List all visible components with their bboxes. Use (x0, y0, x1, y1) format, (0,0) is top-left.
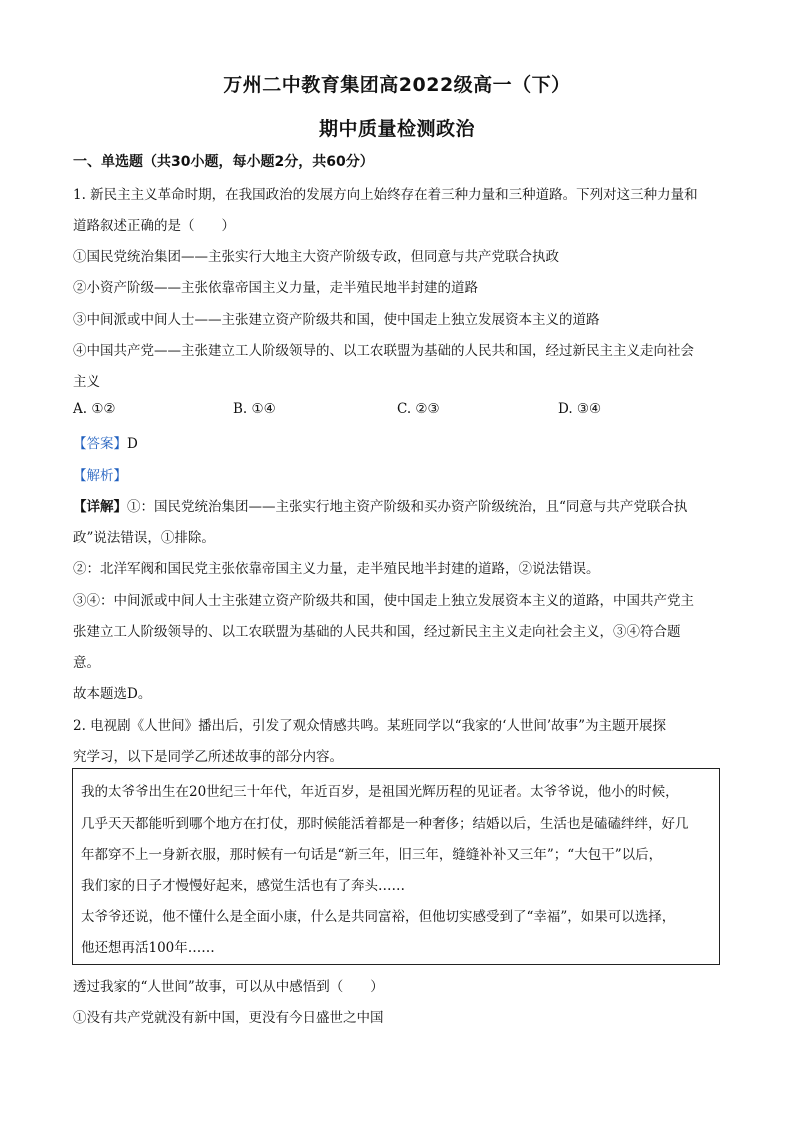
q1-detail-line5: 张建立工人阶级领导的、以工农联盟为基础的人民共和国，经过新民主主义走向社会主义，③④符合题 (73, 624, 681, 640)
q2-question: 透过我家的“人世间”故事，可以从中感悟到（ ） (73, 979, 384, 995)
q2-stem-line2: 究学习，以下是同学乙所述故事的部分内容。 (73, 749, 343, 765)
section-heading: 一、单选题（共30小题，每小题2分，共60分） (73, 154, 374, 170)
q1-stem-line1: 1. 新民主主义革命时期，在我国政治的发展方向上始终存在着三种力量和三种道路。下列对这三种力量和 (73, 187, 698, 203)
q1-option-b: B. ①④ (233, 401, 276, 417)
q1-option-d: D. ③④ (558, 401, 602, 417)
q1-detail-line1 (73, 495, 723, 515)
q1-item-2: ②小资产阶级——主张依靠帝国主义力量，走半殖民地半封建的道路 (73, 280, 478, 296)
q1-conclusion: 故本题选D。 (73, 686, 152, 702)
q1-answer (73, 432, 723, 452)
q1-stem-line2: 道路叙述正确的是（ ） (73, 218, 235, 234)
q1-detail-line6: 意。 (73, 655, 100, 671)
exam-title-line2: 期中质量检测政治 (318, 118, 475, 140)
q1-item-3: ③中间派或中间人士——主张建立资产阶级共和国，使中国走上独立发展资本主义的道路 (73, 312, 600, 328)
q1-item-4-cont: 主义 (73, 374, 100, 390)
q1-item-1: ①国民党统治集团——主张实行大地主大资产阶级专政，但同意与共产党联合执政 (73, 249, 559, 265)
q2-story-line1: 我的太爷爷出生在20世纪三十年代，年近百岁，是祖国光辉历程的见证者。太爷爷说，他小的时候， (81, 784, 679, 800)
q2-stem-line1: 2. 电视剧《人世间》播出后，引发了观众情感共鸣。某班同学以“我家的‘人世间’故事”为主题开展探 (73, 718, 667, 734)
answer-value: D (127, 436, 138, 452)
detail-tag: 【详解】 (73, 499, 127, 515)
q2-story-line6: 他还想再活100年…… (81, 940, 215, 956)
q1-detail-line3: ②：北洋军阀和国民党主张依靠帝国主义力量，走半殖民地半封建的道路，②说法错误。 (73, 561, 600, 577)
q1-detail-line4: ③④：中间派或中间人士主张建立资产阶级共和国，使中国走上独立发展资本主义的道路，中国共产党主 (73, 593, 694, 609)
q1-analysis (73, 464, 723, 484)
q2-item-1: ①没有共产党就没有新中国，更没有今日盛世之中国 (73, 1010, 384, 1026)
q1-detail-line2: 政”说法错误，①排除。 (73, 530, 215, 546)
exam-title-line1: 万州二中教育集团高2022级高一（下） (223, 74, 571, 96)
q1-option-a: A. ①② (73, 401, 116, 417)
q1-item-4: ④中国共产党——主张建立工人阶级领导的、以工农联盟为基础的人民共和国，经过新民主主义走向社会 (73, 343, 694, 359)
q2-story-line3: 年都穿不上一身新衣服，那时候有一句话是“新三年，旧三年，缝缝补补又三年”；“大包干”以后， (81, 847, 663, 863)
answer-tag: 【答案】 (73, 436, 127, 452)
analysis-tag: 【解析】 (73, 468, 127, 484)
detail-text-1: ①：国民党统治集团——主张实行地主资产阶级和买办资产阶级统治，且“同意与共产党联合执 (127, 499, 688, 515)
q2-story-line4: 我们家的日子才慢慢好起来，感觉生活也有了奔头…… (81, 878, 405, 894)
q1-option-c: C. ②③ (397, 401, 440, 417)
q2-story-line5: 太爷爷还说，他不懂什么是全面小康，什么是共同富裕，但他切实感受到了“幸福”，如果可以选择， (81, 909, 676, 925)
q2-story-line2: 几乎天天都能听到哪个地方在打仗，那时候能活着都是一种奢侈；结婚以后，生活也是磕磕绊绊，好几 (81, 816, 689, 832)
